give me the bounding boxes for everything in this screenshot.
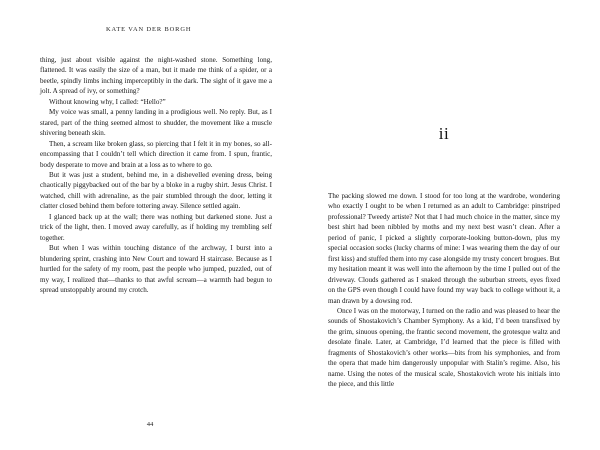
paragraph: Without knowing why, I called: “Hello?” [49,97,166,106]
paragraph: Once I was on the motorway, I turned on the radio and was pleased to hear the sounds of Shostakovich’s Chamber Symphony. As a kid, I’d been transfixed by the grim, sinuous opening, the frantic second movement, the grotesque waltz and desolate finale. Later, at Cambridge, I’d learned that the piece is filled with fragments of Shostakovich’s other works—bits from his symphonies, and from the opera that made him dangerously unpopular with Stalin’s regime. Also, his name. Using the notes of the musical scale, Shostakovich wrote his initials into the piece, and this little [328,306,560,389]
paragraph: My voice was small, a penny landing in a prodigious well. No reply. But, as I stared, part of the thing seemed almost to shudder, the movement like a muscle shivering beneath skin. [40,108,272,138]
paragraph: But it was just a student, behind me, in a dishevelled evening dress, being chaotically piggybacked out of the bar by a bloke in a rugby shirt. Jesus Christ. I watched, chill with adrenaline, as the pair stumbled through the door, letting it clatter closed behind them before tottering away. Silence settled again. [40,170,272,211]
paragraph: Then, a scream like broken glass, so piercing that I felt it in my bones, so all-encompassing that I couldn’t tell which direction it came from. I spun, frantic, body desperate to move and brain at a loss as to where to go. [40,139,272,169]
paragraph: But when I was within touching distance of the archway, I burst into a blundering sprint, crashing into New Court and toward H staircase. Because as I hurtled for the safety of my room, past the people who jumped, puzzled, out of my way, I realized that—thanks to that awful scream—a warmth had begun to spread unstoppably around my crotch. [40,244,272,294]
paragraph: I glanced back up at the wall; there was nothing but darkened stone. Just a trick of the light, then. I moved away carefully, as if holding my trembling self together. [40,212,272,242]
right-page [300,0,600,450]
page-number: 44 [146,421,154,428]
paragraph: The packing slowed me down. I stood for too long at the wardrobe, wondering who exactly I ought to be when I returned as an adult to Cambridge: pinstriped professional? Tweedy artiste? Not that I had much choice in the matter, since my best shirt had been nibbled by moths and my next best wasn’t clean. After a period of panic, I picked a slightly corporate-looking button-down, plus my special occasion socks (lucky charms of mine: I was wearing them the day of our first kiss) and stuffed them into my case alongside my trusty concert brogues. But my hesitation meant it was well into the afternoon by the time I pulled out of the driveway. Clouds gathered as I snaked through the suburban streets, eyes fixed on the GPS even though I could have found my way back to college without it, a man drawn by a dowsing rod. [328,192,560,305]
paragraph: thing, just about visible against the night-washed stone. Something long, flattened. It was easily the size of a man, but it made me think of a spider, or a beetle, spindly limbs inching imperceptibly in the dark. The sight of it gave me a jolt. A spread of ivy, or something? [40,56,272,96]
chapter-body [328,191,560,390]
running-head: KATE VAN DER BORGH [106,26,192,33]
chapter-number: ii [438,124,450,143]
